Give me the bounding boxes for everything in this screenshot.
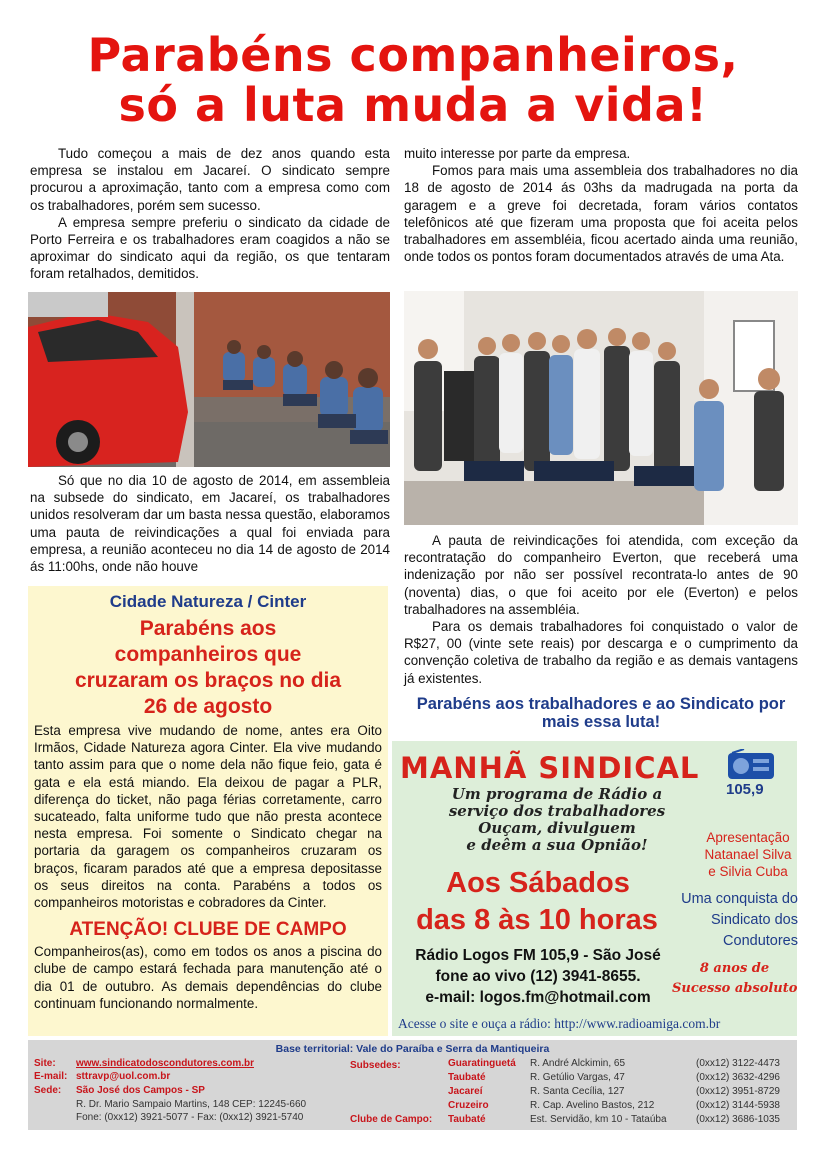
right-column-top [404,145,798,265]
conquest-line: Condutores [723,933,798,949]
radio-box [392,741,797,1036]
slogan-line: serviço dos trabalhadores [448,802,666,820]
footer-address: R. Dr. Mario Sampaio Martins, 148 CEP: 12245-660 [76,1099,307,1110]
radio-conquest [658,889,798,952]
article-paragraph: Fomos para mais uma assembleia dos trabalhadores no dia 18 de agosto de 2014 ás 03hs da madrugada na porta da garagem e a greve foi decretada, foram vários contatos telefônicos até que fizeram uma proposta que foi aceita pelos trabalhadores em assembléia, ficou acertado ainda uma reunião, onde todos os pontos foram documentados através de uma Ata. [404,163,798,265]
radio-contact [392,945,684,1008]
article-paragraph: Tudo começou a mais de dez anos quando esta empresa se instalou em Jacareí. O sindicato sempre procurou a aproximação, tanto com a empresa como com os trabalhadores, porém sem sucesso. [30,146,390,213]
left-column-bottom [30,472,390,575]
radio-program-name: MANHÃ SINDICAL [400,751,700,785]
subsede-address: R. Cap. Avelino Bastos, 212 [530,1100,655,1111]
footer-subsedes-label: Subsedes: [350,1060,401,1071]
anniversary-line: Sucesso absoluto [672,981,798,996]
article-paragraph: Só que no dia 10 de agosto de 2014, em assembleia na subsede do sindicato, em Jacareí, os trabalhadores unidos resolveram dar um basta nessa questão, elaboramos uma pauta de reivindicações a qual foi enviada para empresa, a reunião aconteceu no dia 14 de agosto de 2014 ás 11:00hs, onde não houve [30,473,390,575]
cinter-body: Esta empresa vive mudando de nome, antes era Oito Irmãos, Cidade Natureza agora Cinter. Ela vive mudando tanto assim para que o nome dela não fique feio, gata é gata e ela está miando. Ela deixou de pagar a PLR, diferença do ticket, não paga férias corretamente, carro sucateado, falta uniforme tudo que não presta acontece nesta empresa. Foi somente o Sindicato chegar na portaria da garagem os companheiros cruzaram os braços, ficaram parados até que a empresa depositasse os seus direitos na conta. Parabéns a todos os companheiros motoristas e cobradores da Cinter. [34,723,382,911]
presentation-line: Natanael Silva [704,847,792,862]
presentation-line: e Silvia Cuba [708,864,788,879]
radio-days: Aos Sábados [446,867,630,899]
photo-workers-meeting [404,291,798,525]
right-column-bottom [404,532,798,687]
title-line-2: só a luta muda a vida! [118,78,708,132]
subsede-address: R. Santa Cecília, 127 [530,1086,625,1097]
footer [28,1040,797,1130]
slogan-line: e deêm a sua Opnião! [466,836,648,854]
subsede-phone: (0xx12) 3686-1035 [696,1114,780,1125]
page-title [0,30,826,130]
article-paragraph: Para os demais trabalhadores foi conquistado o valor de R$27, 00 (vinte sete reais) por descarga e o cumprimento da convenção coletiva de trabalho da região e as demais vantagens já existentes. [404,619,798,686]
slogan-line: Ouçam, divulguem [478,819,636,837]
cinter-box [28,586,388,1036]
radio-site-link[interactable]: Acesse o site e ouça a rádio: http://www.radioamiga.com.br [398,1016,721,1031]
congrats-message: Parabéns aos trabalhadores e ao Sindicato por mais essa luta! [416,695,786,731]
article-paragraph: muito interesse por parte da empresa. [404,146,631,161]
footer-territory: Base territorial: Vale do Paraíba e Serra da Mantiqueira [275,1043,550,1055]
footer-sede-label: Sede: [34,1085,62,1096]
conquest-line: Uma conquista do [681,891,798,907]
conquest-line: Sindicato dos [710,912,798,928]
attention-body: Companheiros(as), como em todos os anos a piscina do clube de campo estará fechada para manutenção até o dia 01 de outubro. As demais dependências do clube continuam funcionando normalmente. [34,944,382,1011]
footer-email-label: E-mail: [34,1071,68,1082]
subsede-phone: (0xx12) 3951-8729 [696,1086,780,1097]
footer-site-link[interactable]: www.sindicatodoscondutores.com.br [76,1058,254,1069]
slogan-line: Um programa de Rádio a [451,785,663,803]
radio-frequency: 105,9 [726,781,764,798]
subsede-address: R. André Alckimin, 65 [530,1058,626,1069]
subsede-city: Taubaté [448,1114,486,1125]
article-paragraph: A empresa sempre preferiu o sindicato da cidade de Porto Ferreira e os trabalhadores eram coagidos a não se aproximar do sindicato aqui da região, os que tentaram foram retalhados, demitidos. [30,214,390,282]
article-paragraph: A pauta de reivindicações foi atendida, com exceção da recontratação do companheiro Everton, que receberá uma indenização por não ser possível recontrata-lo antes de 90 (noventa) dias, o que foi aceito por ele (Everton) e pelos trabalhadores na assembléia. [404,533,798,617]
cinter-subheading: Parabéns aos companheiros que cruzaram os braços no dia 26 de agosto [74,617,342,718]
subsede-phone: (0xx12) 3632-4296 [696,1072,780,1083]
subsede-city: Jacareí [448,1086,483,1097]
anniversary-line: 8 anos de [699,961,770,976]
title-line-1: Parabéns companheiros, [87,28,739,82]
subsede-address: Est. Servidão, km 10 - Tataúba [530,1114,667,1125]
footer-clube-label: Clube de Campo: [350,1114,433,1125]
radio-slogan [392,786,722,854]
photo-workers-sitting [28,292,390,467]
subsede-phone: (0xx12) 3144-5938 [696,1100,780,1111]
radio-hours: das 8 às 10 horas [416,904,658,936]
left-column-top [30,145,390,283]
cinter-heading: Cidade Natureza / Cinter [109,592,307,611]
footer-site-label: Site: [34,1058,56,1069]
footer-sede-value: São José dos Campos - SP [76,1085,205,1096]
radio-presentation [700,829,796,880]
radio-email: e-mail: logos.fm@hotmail.com [425,989,651,1006]
subsede-address: R. Getúlio Vargas, 47 [530,1072,625,1083]
subsede-city: Guaratinguetá [448,1058,516,1069]
attention-title: ATENÇÃO! CLUBE DE CAMPO [69,919,347,941]
presentation-line: Apresentação [706,830,790,845]
radio-anniversary [672,959,797,999]
radio-phone: fone ao vivo (12) 3941-8655. [435,968,641,985]
subsede-phone: (0xx12) 3122-4473 [696,1058,780,1069]
subsede-city: Cruzeiro [448,1100,489,1111]
radio-station: Rádio Logos FM 105,9 - São José [415,947,661,964]
subsede-city: Taubaté [448,1072,486,1083]
footer-phones: Fone: (0xx12) 3921-5077 - Fax: (0xx12) 3921-5740 [76,1112,304,1123]
footer-email-link[interactable]: sttravp@uol.com.br [76,1071,171,1082]
